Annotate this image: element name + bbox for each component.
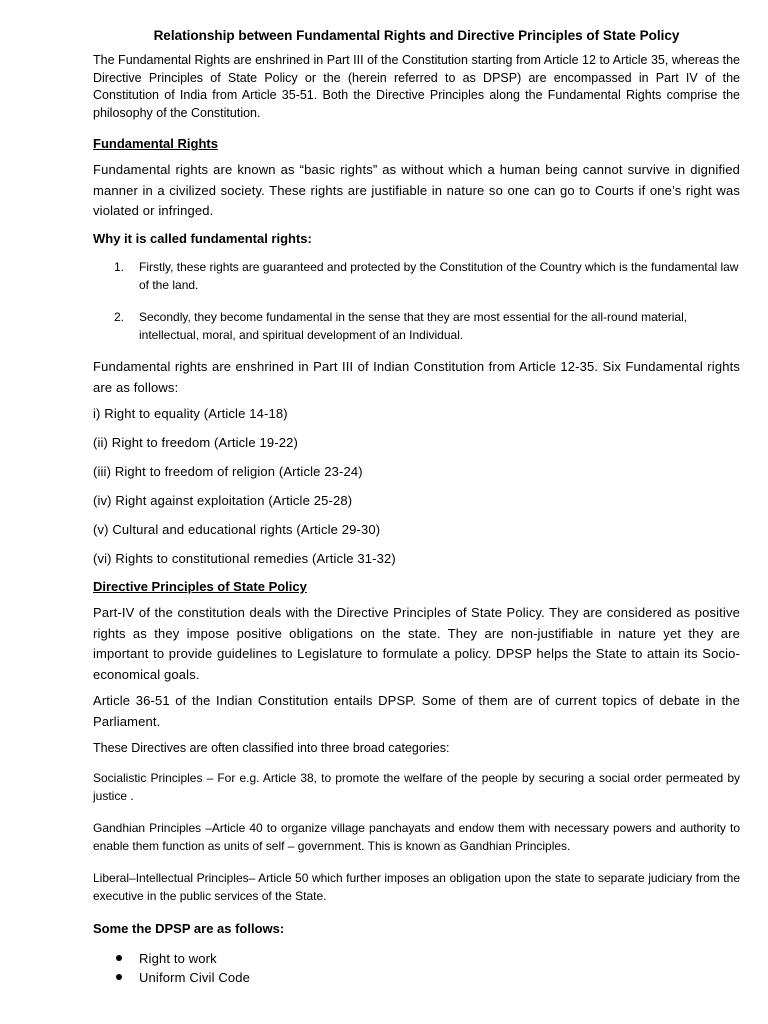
list-number: 1.: [114, 260, 125, 274]
list-number: 2.: [114, 310, 125, 324]
liberal-intellectual-principles: Liberal–Intellectual Principles– Article 50 which further imposes an obligation upon the state to separate judiciary from the executive in the public services of the State.: [93, 871, 740, 903]
why-fundamental-heading: Why it is called fundamental rights:: [93, 231, 312, 246]
right-item: (v) Cultural and educational rights (Article 29-30): [93, 522, 381, 537]
list-item-text: Uniform Civil Code: [139, 970, 251, 985]
six-rights-intro: Fundamental rights are enshrined in Part III of Indian Constitution from Article 12-35. Six Fundamental rights are as follows:: [93, 359, 740, 395]
bullet-icon: [116, 974, 122, 980]
list-item-text: Firstly, these rights are guaranteed and protected by the Constitution of the Country which is the fundamental law of the land.: [139, 260, 739, 292]
fundamental-rights-heading: Fundamental Rights: [93, 136, 218, 151]
list-item-text: Right to work: [139, 951, 217, 966]
right-item: (vi) Rights to constitutional remedies (Article 31-32): [93, 551, 396, 566]
list-item: [93, 968, 740, 987]
document-title: Relationship between Fundamental Rights and Directive Principles of State Policy: [153, 28, 680, 43]
right-item: (ii) Right to freedom (Article 19-22): [93, 435, 298, 450]
bullet-icon: [116, 955, 122, 961]
list-item: [93, 258, 740, 294]
categories-intro: These Directives are often classified into three broad categories:: [93, 741, 450, 755]
right-item: (iv) Right against exploitation (Article 25-28): [93, 493, 353, 508]
fundamental-rights-definition: Fundamental rights are known as “basic rights” as without which a human being cannot survive in dignified manner in a civilized society. These rights are justifiable in nature so one can go to Courts if one’s right was violated or infringed.: [93, 162, 740, 218]
intro-paragraph: The Fundamental Rights are enshrined in Part III of the Constitution starting from Article 12 to Article 35, whereas the Directive Principles of State Policy or the (herein referred to as DPSP) are encompassed in Part IV of the Constitution of India from Article 35-51. Both the Directive Principles along the Fundamental Rights comprise the philosophy of the Constitution.: [93, 53, 740, 120]
gandhian-principles: Gandhian Principles –Article 40 to organize village panchayats and endow them with necessary powers and authority to enable them function as units of self – government. This is known as Gandhian Principles.: [93, 821, 740, 853]
right-item: (iii) Right to freedom of religion (Article 23-24): [93, 464, 363, 479]
reasons-list: [93, 258, 740, 344]
list-item: [93, 949, 740, 968]
dpsp-paragraph: Part-IV of the constitution deals with the Directive Principles of State Policy. They are considered as positive rights as they impose positive obligations on the state. They are non-justifiable in nature yet they are important to provide guidelines to Legislature to formulate a policy. DPSP helps the State to attain its Socio-economical goals.: [93, 605, 740, 682]
dpsp-list: [93, 949, 740, 987]
list-item: [93, 308, 740, 344]
dpsp-articles-paragraph: Article 36-51 of the Indian Constitution entails DPSP. Some of them are of current topics of debate in the Parliament.: [93, 693, 740, 729]
dpsp-heading: Directive Principles of State Policy: [93, 579, 307, 594]
list-item-text: Secondly, they become fundamental in the sense that they are most essential for the all-round material, intellectual, moral, and spiritual development of an Individual.: [139, 310, 688, 342]
right-item: i) Right to equality (Article 14-18): [93, 406, 288, 421]
some-dpsp-heading: Some the DPSP are as follows:: [93, 921, 285, 936]
socialistic-principles: Socialistic Principles – For e.g. Article 38, to promote the welfare of the people by securing a social order permeated by justice .: [93, 771, 740, 803]
